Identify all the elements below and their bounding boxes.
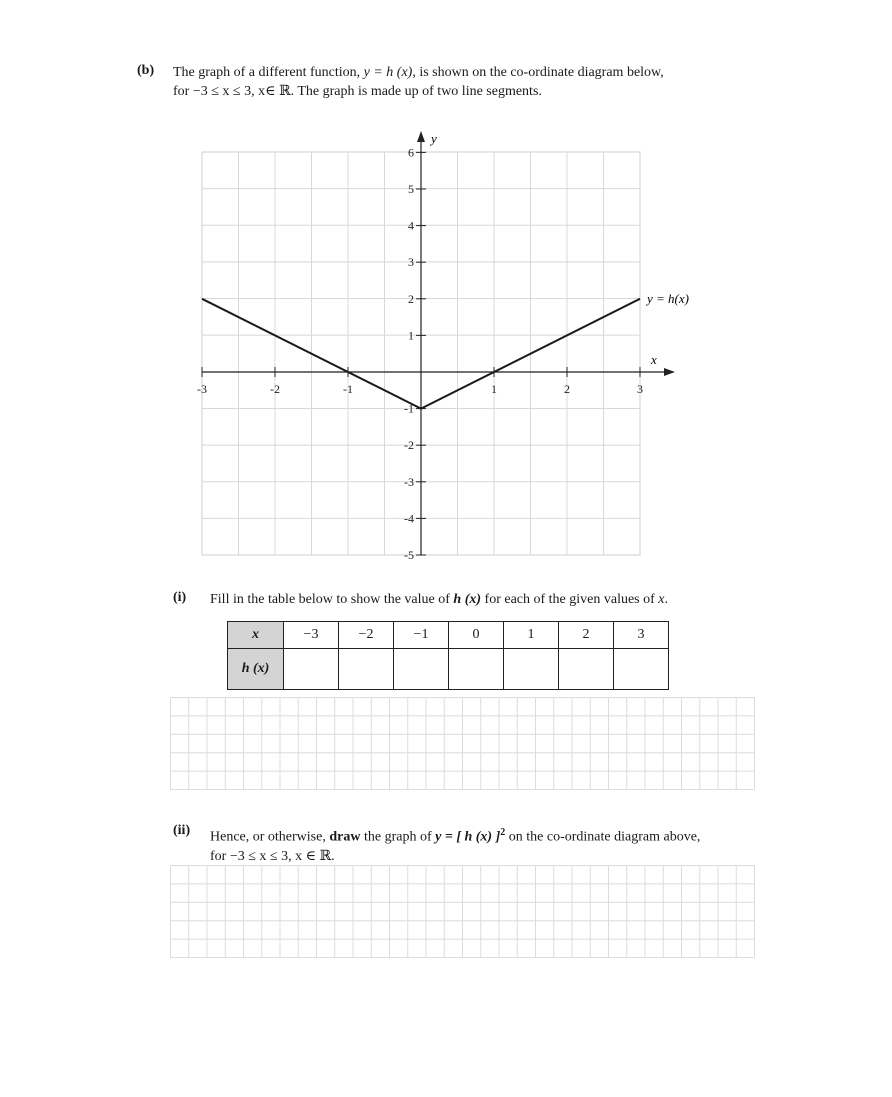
ticks bbox=[197, 145, 643, 562]
table-answer-cell[interactable] bbox=[394, 649, 449, 690]
y-tick-label: 2 bbox=[408, 291, 414, 306]
part-ii-label: (ii) bbox=[173, 823, 191, 838]
y-tick-label: 1 bbox=[408, 328, 414, 343]
y-tick-label: -5 bbox=[404, 548, 414, 562]
axes bbox=[202, 131, 675, 555]
y-tick-label: -2 bbox=[404, 438, 414, 453]
y-tick-label: 4 bbox=[408, 218, 414, 233]
table-header-h: h (x) bbox=[228, 649, 284, 690]
part-ii-text-2: the graph of bbox=[360, 829, 436, 845]
table-cell-x: −3 bbox=[284, 622, 339, 649]
table-row-x bbox=[228, 622, 669, 649]
part-b-domain: −3 ≤ x ≤ 3, x∈ ℝ. bbox=[192, 84, 295, 99]
y-tick-label: -4 bbox=[404, 511, 414, 526]
table-cell-x: −2 bbox=[339, 622, 394, 649]
values-table bbox=[227, 621, 669, 690]
part-ii-text-3: on the co-ordinate diagram above, bbox=[505, 829, 701, 845]
y-axis-arrow bbox=[417, 131, 425, 142]
part-ii-bold-word: draw bbox=[329, 829, 361, 845]
part-b-label: (b) bbox=[137, 63, 155, 78]
x-tick-label: 1 bbox=[491, 382, 497, 396]
part-i-text-1: Fill in the table below to show the value of bbox=[210, 592, 454, 607]
y-tick-label: -1 bbox=[404, 401, 414, 416]
part-b-text-1: The graph of a different function, bbox=[173, 65, 364, 80]
y-tick-label: 3 bbox=[408, 255, 414, 270]
y-tick-label: -3 bbox=[404, 474, 414, 489]
table-cell-x: 1 bbox=[504, 622, 559, 649]
part-ii-exponent: 2 bbox=[500, 827, 506, 838]
x-tick-label: 2 bbox=[564, 382, 570, 396]
answer-area-ii[interactable] bbox=[170, 865, 755, 958]
part-b-line2-a: for bbox=[173, 84, 193, 99]
table-answer-cell[interactable] bbox=[559, 649, 614, 690]
graph-label: y = h(x) bbox=[647, 290, 689, 306]
part-i-label: (i) bbox=[173, 590, 187, 605]
table-answer-cell[interactable] bbox=[614, 649, 669, 690]
table-cell-x: 3 bbox=[614, 622, 669, 649]
part-b-text-2: , is shown on the co-ordinate diagram below, bbox=[412, 65, 664, 80]
table-row-h bbox=[228, 649, 669, 690]
x-tick-label: -3 bbox=[197, 382, 207, 396]
x-axis-label: x bbox=[651, 352, 657, 367]
x-tick-label: -1 bbox=[343, 382, 353, 396]
table-cell-x: −1 bbox=[394, 622, 449, 649]
x-tick-label: 3 bbox=[637, 382, 643, 396]
table-answer-cell[interactable] bbox=[339, 649, 394, 690]
table-answer-cell[interactable] bbox=[504, 649, 559, 690]
part-b-function: y = h (x) bbox=[363, 65, 413, 80]
part-i-var: x bbox=[658, 592, 665, 607]
y-axis-label: y bbox=[431, 131, 437, 146]
table-header-x: x bbox=[228, 622, 284, 649]
part-ii-text-1: Hence, or otherwise, bbox=[210, 829, 330, 845]
x-tick-label: -2 bbox=[270, 382, 280, 396]
part-i-function: h (x) bbox=[453, 592, 482, 607]
table-answer-cell[interactable] bbox=[284, 649, 339, 690]
part-ii-text bbox=[210, 823, 770, 866]
part-i-text bbox=[210, 590, 668, 609]
y-tick-label: 5 bbox=[408, 182, 414, 196]
table-cell-x: 2 bbox=[559, 622, 614, 649]
table-answer-cell[interactable] bbox=[449, 649, 504, 690]
part-ii-equation: y = [ h (x) ] bbox=[435, 829, 501, 845]
part-b-line2-b: The graph is made up of two line segments. bbox=[294, 84, 542, 99]
part-i-text-3: . bbox=[664, 592, 669, 607]
answer-area-i[interactable] bbox=[170, 697, 755, 790]
y-tick-label: 6 bbox=[408, 145, 414, 160]
part-ii-domain: for −3 ≤ x ≤ 3, x ∈ ℝ. bbox=[210, 848, 335, 864]
x-axis-arrow bbox=[664, 368, 675, 376]
part-i-text-2: for each of the given values of bbox=[481, 592, 659, 607]
table-cell-x: 0 bbox=[449, 622, 504, 649]
